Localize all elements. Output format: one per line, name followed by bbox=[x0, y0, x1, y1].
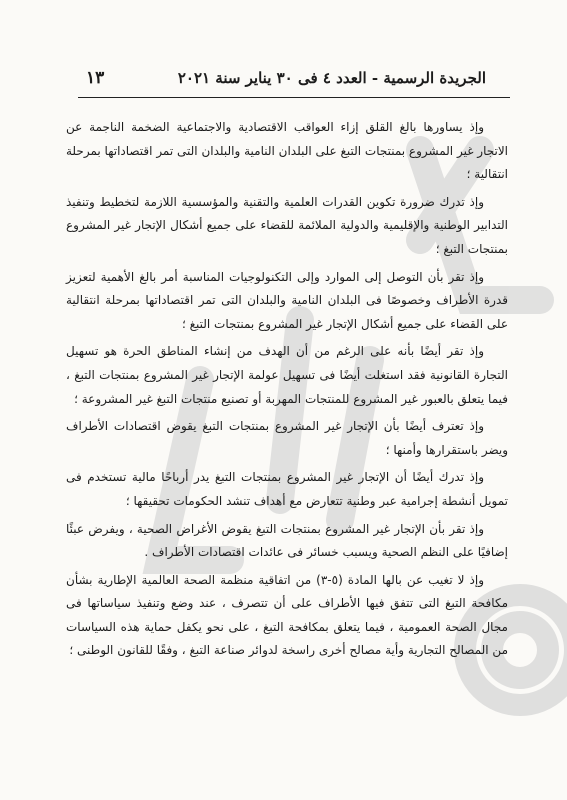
paragraph: وإذ تقر بأن التوصل إلى الموارد وإلى التكنولوجيات المناسبة أمر بالغ الأهمية لتعزيز قدرة الأطراف وخصوصًا فى البلدان النامية والبلدان التى تمر اقتصاداتها بمرحلة انتقالية على القضاء على جميع أشكال الإتجار غير المشروع بمنتجات التبغ ؛ bbox=[66, 269, 508, 331]
paragraph: وإذ لا تغيب عن بالها المادة (٥-٣) من اتفاقية منظمة الصحة العالمية الإطارية بشأن مكافحة التبغ التى تتفق فيها الأطراف على أن تتصرف ، عند وضع وتنفيذ سياساتها فى مجال الصحة العمومية ، فيما يتعلق بمكافحة التبغ ، على نحو يكفل حماية هذه السياسات من المصالح التجارية وأية مصالح أخرى راسخة لدوائر صناعة التبغ ، وفقًا للقانون الوطنى ؛ bbox=[66, 572, 508, 658]
paragraph: وإذ تقر بأن الإتجار غير المشروع بمنتجات التبغ يقوض الأغراض الصحية ، ويفرض عبئًا إضافيًا على النظم الصحية ويسبب خسائر فى عائدات اقتصادات الأطراف . bbox=[66, 521, 508, 560]
paragraph: وإذ يساورها بالغ القلق إزاء العواقب الاقتصادية والاجتماعية الضخمة الناجمة عن الاتجار غير المشروع بمنتجات التبغ على البلدان النامية والبلدان التى تمر اقتصاداتها بمرحلة انتقالية ؛ bbox=[66, 120, 508, 182]
gazette-title: الجريدة الرسمية - العدد ٤ فى ٣٠ يناير سنة ٢٠٢١ bbox=[177, 69, 486, 87]
header-divider bbox=[78, 97, 510, 98]
paragraph: وإذ تعترف أيضًا بأن الإتجار غير المشروع بمنتجات التبغ يقوض اقتصادات الأطراف ويضر باستقرارها وأمنها ؛ bbox=[66, 419, 508, 457]
paragraph: وإذ تدرك أيضًا أن الإتجار غير المشروع بمنتجات التبغ يدر أرباحًا مالية تستخدم فى تمويل أنشطة إجرامية عبر وطنية تتعارض مع أهداف تنشد الحكومات تحقيقها ؛ bbox=[66, 470, 508, 508]
document-body bbox=[66, 116, 508, 667]
paragraph: وإذ تدرك ضرورة تكوين القدرات العلمية والتقنية والمؤسسية اللازمة لتخطيط وتنفيذ التدابير الوطنية والإقليمية والدولية الملائمة للقضاء على جميع أشكال الإتجار غير المشروع بمنتجات التبغ ؛ bbox=[66, 194, 508, 256]
page-number: ١٣ bbox=[86, 68, 105, 88]
page-header bbox=[86, 58, 486, 98]
paragraph: وإذ تقر أيضًا بأنه على الرغم من أن الهدف من إنشاء المناطق الحرة هو تسهيل التجارة القانونية فقد استغلت أيضًا فى تسهيل عولمة الإتجار غير المشروع بمنتجات التبغ ، فيما يتعلق بالعبور غير المشروع للمنتجات المهربة أو تصنيع منتجات التبغ غير المشروعة ؛ bbox=[66, 344, 508, 406]
